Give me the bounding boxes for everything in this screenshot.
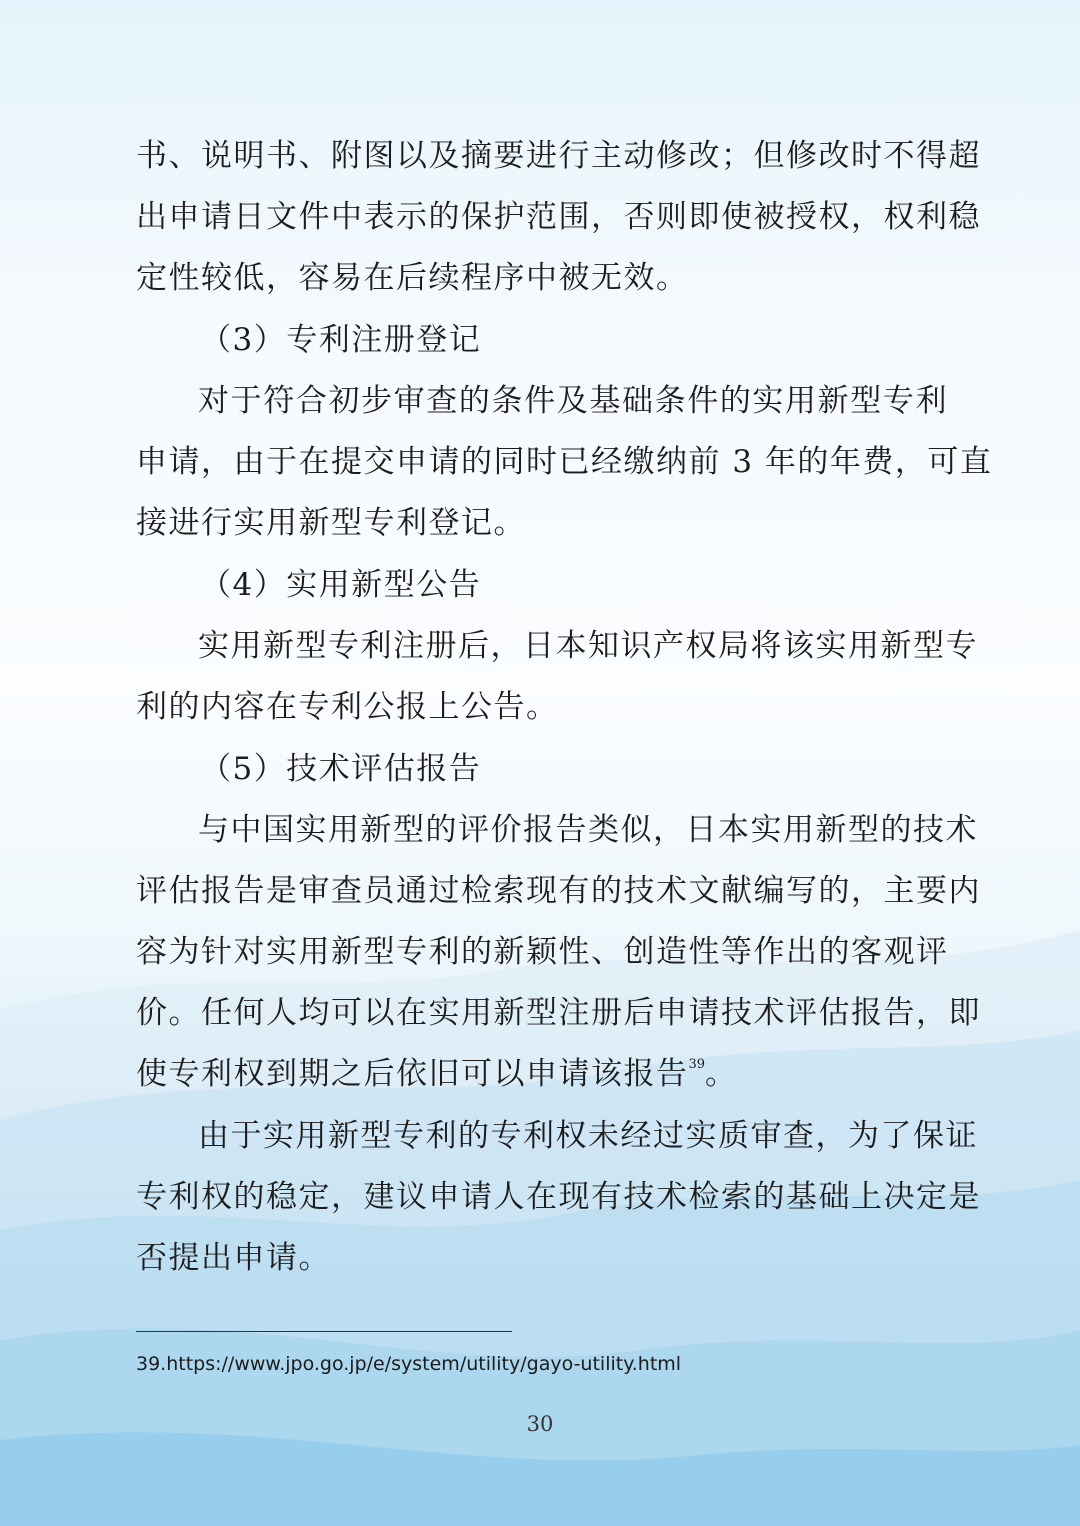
body-line-18: 专利权的稳定，建议申请人在现有技术检索的基础上决定是: [136, 1179, 981, 1215]
body-line-16-text: 使专利权到期之后依旧可以申请该报告: [136, 1056, 689, 1092]
body-line-10: 利的内容在专利公报上公告。: [136, 689, 559, 725]
footnote-divider: [136, 1331, 512, 1332]
body-line-12: 与中国实用新型的评价报告类似，日本实用新型的技术: [198, 812, 978, 848]
body-line-17: 由于实用新型专利的专利权未经过实质审查，为了保证: [198, 1118, 978, 1154]
section-heading-5: （5）技术评估报告: [200, 751, 482, 787]
footnote-text: 39.https://www.jpo.go.jp/e/system/utility/gayo-utility.html: [136, 1353, 682, 1375]
body-line-3: 定性较低，容易在后续程序中被无效。: [136, 260, 689, 296]
body-line-14: 容为针对实用新型专利的新颖性、创造性等作出的客观评: [136, 934, 949, 970]
body-line-9: 实用新型专利注册后，日本知识产权局将该实用新型专: [198, 628, 978, 664]
body-line-1: 书、说明书、附图以及摘要进行主动修改；但修改时不得超: [136, 138, 981, 174]
footnote-reference: 39: [688, 1057, 706, 1072]
page-number: 30: [526, 1412, 554, 1436]
body-line-15: 价。任何人均可以在实用新型注册后申请技术评估报告，即: [136, 995, 981, 1031]
body-line-19: 否提出申请。: [136, 1240, 331, 1276]
body-line-13: 评估报告是审查员通过检索现有的技术文献编写的，主要内: [136, 873, 981, 909]
body-line-7: 接进行实用新型专利登记。: [136, 505, 526, 541]
section-heading-3: （3）专利注册登记: [200, 322, 482, 358]
body-line-16: [136, 1054, 948, 1094]
body-line-6: 申请，由于在提交申请的同时已经缴纳前 3 年的年费，可直: [136, 444, 993, 480]
body-line-16-period: 。: [705, 1056, 738, 1092]
section-heading-4: （4）实用新型公告: [200, 567, 482, 603]
body-line-2: 出申请日文件中表示的保护范围，否则即使被授权，权利稳: [136, 199, 981, 235]
body-line-5: 对于符合初步审查的条件及基础条件的实用新型专利: [198, 383, 948, 419]
